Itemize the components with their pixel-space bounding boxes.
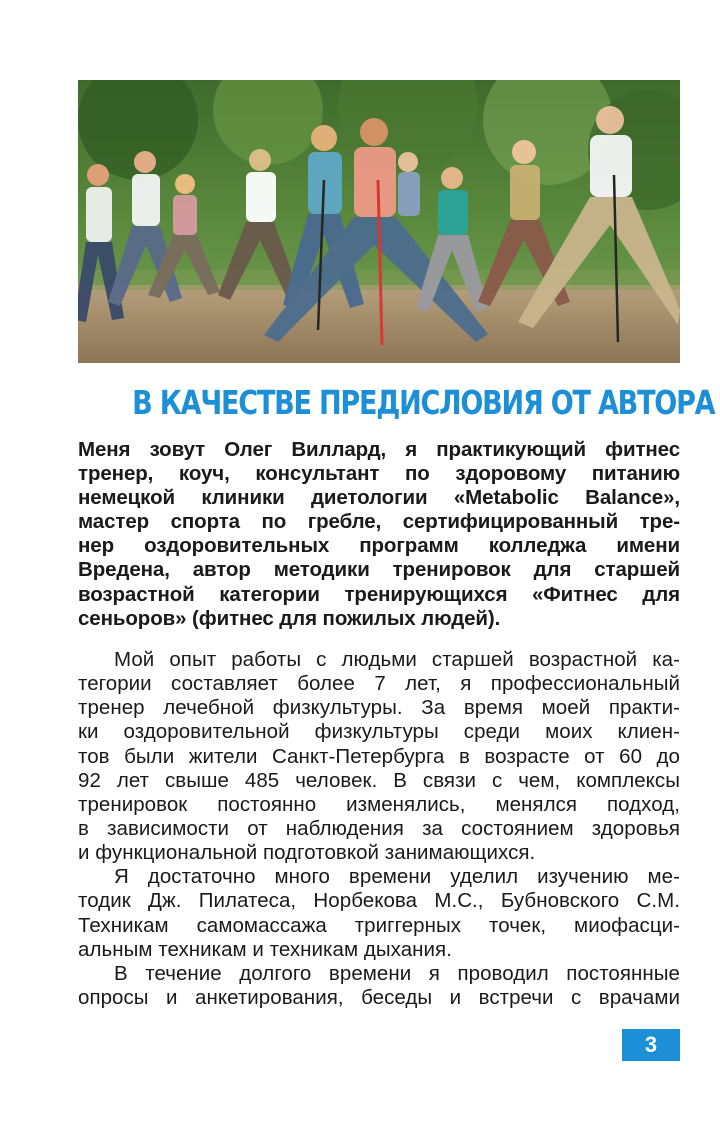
body-line: тренер лечебной физкультуры. За время моей практи- bbox=[78, 696, 680, 720]
intro-line: возрастной категории тренирующихся «Фитнес для bbox=[78, 582, 680, 606]
body-line: Техникам самомассажа триггерных точек, миофасци- bbox=[78, 913, 680, 937]
intro-line: Вредена, автор методики тренировок для старшей bbox=[78, 558, 680, 582]
body-line: в зависимости от наблюдения за состоянием здоровья bbox=[78, 816, 680, 840]
intro-line: тренер, коуч, консультант по здоровому питанию bbox=[78, 462, 680, 486]
body-line: Я достаточно много времени уделил изучению ме- bbox=[114, 865, 680, 889]
body-line: В течение долгого времени я проводил постоянные bbox=[114, 961, 680, 985]
body-line: и функциональной подготовкой занимающихся. bbox=[78, 841, 536, 865]
body-line: Мой опыт работы с людьми старшей возрастной ка- bbox=[114, 648, 680, 671]
body-line: альным техникам и техникам дыхания. bbox=[78, 937, 452, 961]
section-heading: В КАЧЕСТВЕ ПРЕДИСЛОВИЯ ОТ АВТОРА bbox=[132, 383, 715, 422]
intro-line: немецкой клиники диетологии «Metabolic Balance», bbox=[78, 486, 680, 510]
intro-line: нер оздоровительных программ колледжа имени bbox=[78, 534, 680, 558]
body-line: тегории составляет более 7 лет, я профессиональный bbox=[78, 672, 680, 696]
group-exercise-photo bbox=[78, 80, 680, 363]
body-line: тренировок постоянно изменялись, менялся подход, bbox=[78, 792, 680, 816]
author-intro-paragraph bbox=[78, 438, 680, 631]
page-number: 3 bbox=[622, 1029, 680, 1061]
body-line: тов были жители Санкт-Петербурга в возрасте от 60 до bbox=[78, 744, 680, 768]
outdoor-nordic-walking-group-photo-icon bbox=[78, 80, 680, 363]
body-text bbox=[78, 648, 680, 1010]
intro-line: Меня зовут Олег Виллард, я практикующий фитнес bbox=[78, 438, 680, 461]
intro-line: сеньоров» (фитнес для пожилых людей). bbox=[78, 606, 501, 630]
body-line: тодик Дж. Пилатеса, Норбекова М.С., Бубновского С.М. bbox=[78, 889, 680, 913]
body-line: опросы и анкетирования, беседы и встречи с врачами bbox=[78, 985, 680, 1009]
body-line: ки оздоровительной физкультуры среди моих клиен- bbox=[78, 720, 680, 744]
body-line: 92 лет свыше 485 человек. В связи с чем, комплексы bbox=[78, 768, 680, 792]
intro-line: мастер спорта по гребле, сертифицированный тре- bbox=[78, 510, 680, 534]
